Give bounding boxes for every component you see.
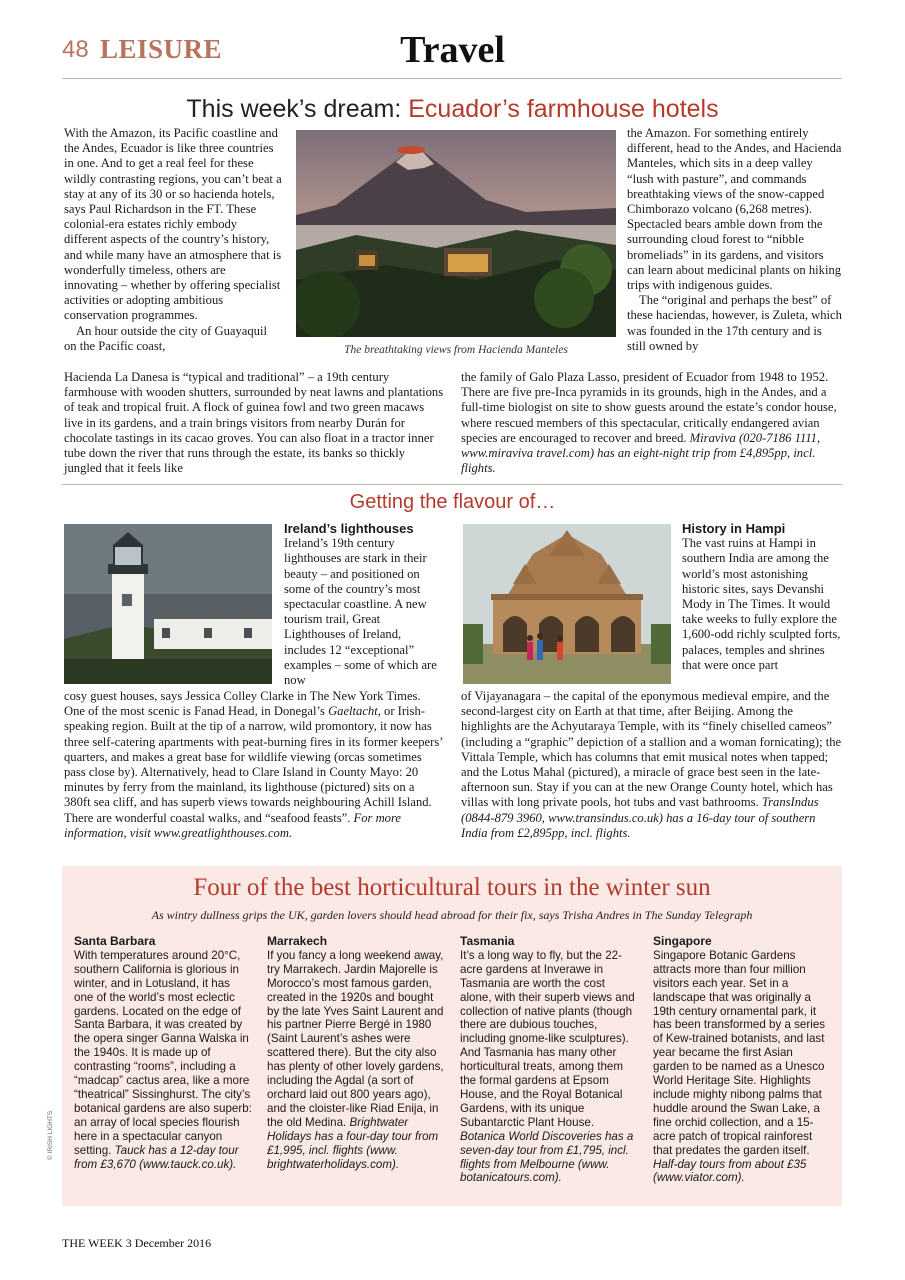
ireland-body-a: cosy guest houses, says Jessica Colley Clarke in The New York Times. One of the most scenic is Fanad Head, in Donegal’s	[64, 689, 421, 719]
page-number: 48	[62, 36, 89, 63]
tour-column-santa-barbara	[74, 935, 252, 1171]
tour-offer-santa-barbara: Tauck has a 12-day tour from £3,670 (www.tauck.co.uk).	[74, 1143, 239, 1171]
tour-offer-marrakech: Brightwater Holidays has a four-day tour from £1,995, incl. flights (www. brightwaterholidays.com).	[267, 1115, 439, 1171]
tour-body-singapore: Singapore Botanic Gardens attracts more than four million visitors each year. Set in a landscape that was originally a 19th century ornamental park, it has been transformed by a series of Kew-trained botanists, and last year became the first Asian garden to be named as a Unesco World Heritage Site. Highlights include mighty nibong palms that huddle around the Swan Lake, a fine orchid collection, and a 15-acre patch of tropical rainforest that predates the garden itself.	[653, 948, 826, 1157]
dream-left-para-1: With the Amazon, its Pacific coastline and the Andes, Ecuador is like three countries in one. And to get a real feel for these wildly contrasting regions, you can’t beat a stay at any of its 30 or so hacienda hotels, says Paul Richardson in the FT. These colonial-era estates richly embody different aspects of the country’s history, and while many have an atmosphere that is wonderfully timeless, others are innovating – whether by offering specialist activities or adopting ambitious conservation programmes.	[64, 126, 282, 323]
ireland-info: For more information, visit www.greatlighthouses.com.	[64, 810, 401, 840]
ireland-gaeltacht: Gaeltacht	[328, 704, 378, 719]
dream-bottom-right-para	[461, 370, 842, 476]
dream-left-column	[64, 126, 282, 354]
section-rule-1	[62, 484, 842, 485]
dream-booking-info: Miraviva (020-7186 1111, www.miraviva travel.com) has an eight-night trip from £4,895pp, incl. flights.	[461, 430, 821, 476]
tour-column-marrakech	[267, 935, 445, 1171]
flavour-headline: Getting the flavour of…	[349, 491, 556, 513]
dream-photo-caption: The breathtaking views from Hacienda Manteles	[344, 344, 568, 356]
tour-heading-singapore: Singapore	[653, 934, 712, 948]
dream-right-column	[627, 126, 842, 354]
hampi-body-para	[461, 689, 842, 841]
clare-island-lighthouse-photo	[64, 524, 272, 684]
dream-bottom-left	[64, 370, 444, 476]
dream-headline	[0, 95, 905, 124]
photo-credit: © IRISH LIGHTS	[47, 1110, 54, 1160]
dream-bottom-left-para: Hacienda La Danesa is “typical and traditional” – a 19th century farmhouse with wooden shutters, surrounded by neat lawns and plantations of teak and tropical fruit. A flock of guinea fowl and two green macaws live in its gardens, and a train brings visitors from nearby Durán for chocolate tastings in its cacao groves. You can also float in a tractor inner tube down the river that runs through the estate, its banks so thickly jungled that it feels like	[64, 370, 444, 476]
tour-body-marrakech: If you fancy a long weekend away, try Marrakech. Jardin Majorelle is Morocco’s most famous garden, created in the 1920s and bought by the late Yves Saint Laurent and his partner Pierre Bergé in 1980 (Saint Laurent’s ashes were scattered there). But the city also has plenty of other lovely gardens, including the Agdal (a sort of orchard laid out 800 years ago), and the cloister-like Riad Enija, in the old Medina.	[267, 948, 444, 1129]
ireland-heading: Ireland’s lighthouses	[284, 521, 414, 536]
tour-heading-santa-barbara: Santa Barbara	[74, 934, 156, 948]
tour-heading-marrakech: Marrakech	[267, 934, 328, 948]
tour-offer-singapore: Half-day tours from about £35 (www.viator.com).	[653, 1157, 807, 1185]
hampi-top	[682, 521, 842, 673]
ireland-top	[284, 521, 442, 688]
dream-headline-accent: Ecuador’s farmhouse hotels	[408, 95, 719, 123]
section-label: LEISURE	[100, 34, 223, 64]
tour-body-santa-barbara: With temperatures around 20°C, southern California is glorious in winter, and in Lotusland, it has one of the world’s most eclectic gardens. Located on the edge of Santa Barbara, it was created by the opera singer Ganna Walska in the 1940s. It is made up of contrasting “rooms”, including a “madcap” cactus area, like a more “theatrical” Sissinghurst. The city’s botanical gardens are also superb: an array of local species flourish here in a spectacular canyon setting.	[74, 948, 252, 1157]
hampi-heading: History in Hampi	[682, 521, 786, 536]
dream-left-para-2: An hour outside the city of Guayaquil on the Pacific coast,	[64, 323, 267, 353]
tour-column-singapore	[653, 935, 831, 1185]
hampi-body-text: of Vijayanagara – the capital of the eponymous medieval empire, and the second-largest city on Earth at that time, after Beijing. Among the highlights are the Achyutaraya Temple, with its “finely chiselled cameos” (including a “graphic” depiction of a stallion and a woman fornicating); the Vittala Temple, which has columns that emit musical notes when tapped; and the Lotus Mahal (pictured), a miracle of grace best seen in the late-afternoon sun. Stay if you can at the new Orange County hotel, which has villas with long private pools, hot tubs and vast bathrooms.	[461, 689, 842, 810]
hampi-body	[461, 689, 842, 841]
dream-headline-prefix: This week’s dream:	[186, 95, 409, 123]
dream-right-para-2: The “original and perhaps the best” of these haciendas, however, is Zuleta, which was founded in the 17th century and is still owned by	[627, 293, 842, 353]
ireland-top-para: Ireland’s 19th century lighthouses are stark in their beauty – and positioned on some of the country’s most spectacular coastline. A new tourism trail, Great Lighthouses of Ireland, includes 12 “exceptional” examples – some of which are now	[284, 536, 437, 688]
tour-body-tasmania: It’s a long way to fly, but the 22-acre gardens at Inverawe in Tasmania are worth the cost alone, with their superb views and collection of native plants (though there are dubious touches, including gnome-like sculptures). And Tasmania has many other horticultural treats, among them the formal gardens at Epsom House, and the Royal Botanical Gardens, with its unique Subantarctic Plant House.	[460, 948, 635, 1129]
page-title: Travel	[400, 29, 505, 71]
hampi-info: TransIndus (0844-879 3960, www.transindus.co.uk) has a 16-day tour of southern India from £2,895pp, incl. flights.	[461, 795, 819, 840]
dream-right-para-1: the Amazon. For something entirely different, head to the Andes, and Hacienda Manteles, which sits in a deep valley “lush with pasture”, and commands breathtaking views of the snow-capped Chimborazo volcano (6,268 metres). Spectacled bears amble down from the surrounding cloud forest to “nibble bromeliads” in its gardens, and visitors can learn about medicinal plants on hiking trips with indigenous guides.	[627, 126, 842, 293]
dream-bottom-right-text: the family of Galo Plaza Lasso, president of Ecuador from 1948 to 1952. There are five pre-Inca pyramids in its grounds, high in the Andes, and a full-time biologist on site to show guests around the estate’s condor house, where rescued members of this spectacular, critically endangered avian species are encouraged to recover and breed.	[461, 370, 837, 445]
ireland-body	[64, 689, 444, 841]
tour-heading-tasmania: Tasmania	[460, 934, 515, 948]
tours-headline: Four of the best horticultural tours in the winter sun	[193, 874, 711, 901]
header-rule	[62, 78, 842, 79]
dream-bottom-right	[461, 370, 842, 476]
tour-column-tasmania	[460, 935, 638, 1185]
hacienda-manteles-photo	[296, 130, 616, 337]
ireland-body-b: , or Irish-speaking region. Built at the tip of a narrow, wild promontory, it now has three self-catering apartments with peat-burning fires in its former keepers’ quarters, and makes a great base for wildlife viewing (orcas sometimes pass close by). Alternatively, head to Clare Island in County Mayo: 20 minutes by ferry from the mainland, its lighthouse (pictured) sits on a 380ft sea cliff, and has superb views towards neighbouring Achill Island. There are wonderful coastal walks, and “seafood feasts”.	[64, 704, 443, 825]
tour-offer-tasmania: Botanica World Discoveries has a seven-day tour from £1,795, incl. flights from Melbourne (www. botanicatours.com).	[460, 1129, 634, 1185]
tours-subheadline: As wintry dullness grips the UK, garden lovers should head abroad for their fix, says Trisha Andres in The Sunday Telegraph	[151, 908, 753, 922]
ireland-body-para	[64, 689, 444, 841]
lotus-mahal-photo	[463, 524, 671, 684]
hampi-top-para: The vast ruins at Hampi in southern India are among the world’s most astonishing historic sites, says Devanshi Mody in The Times. It would take weeks to fully explore the 1,600-odd richly sculpted forts, palaces, temples and shrines that were once part	[682, 536, 841, 672]
page-footer: THE WEEK 3 December 2016	[62, 1236, 212, 1250]
